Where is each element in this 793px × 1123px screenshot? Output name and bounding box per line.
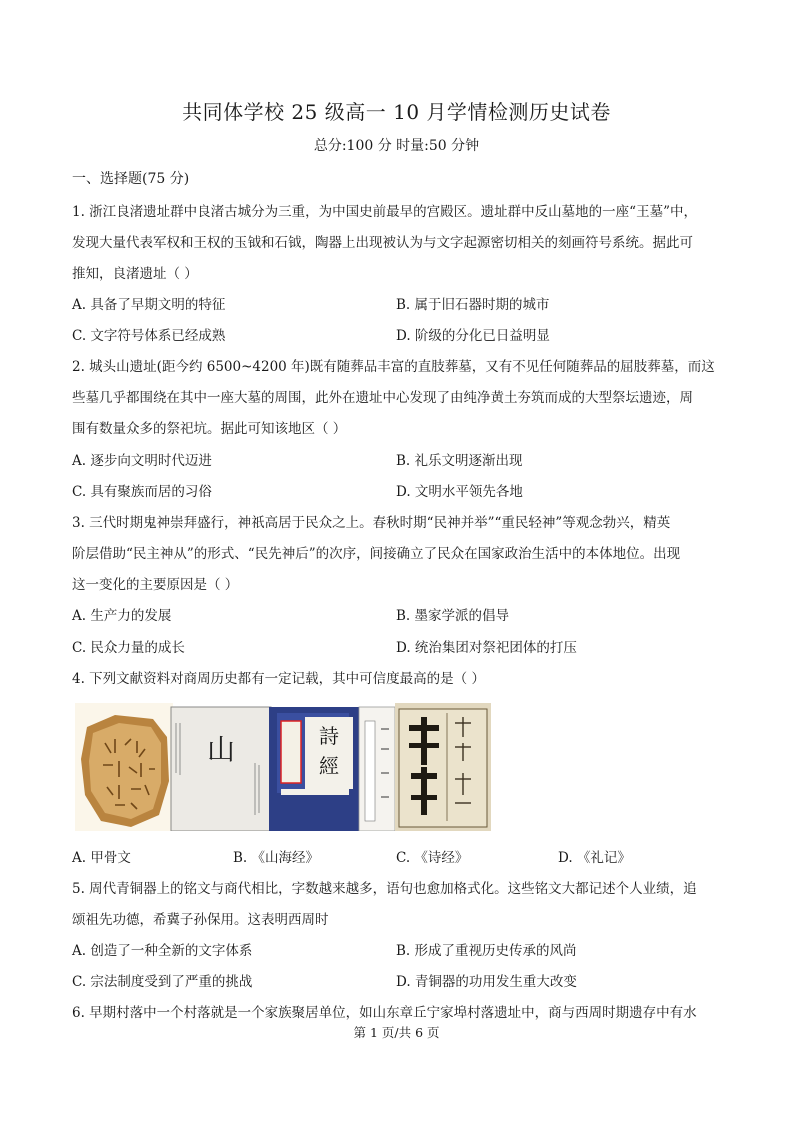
q2-line-1: 2. 城头山遗址(距今约 6500~4200 年)既有随葬品丰富的直肢葬墓，又有不见任何随葬品的屈肢葬墓，而这 [72, 359, 715, 375]
q3-line-1: 3. 三代时期鬼神崇拜盛行，神祇高居于民众之上。春秋时期“民神并举”“重民轻神”等观念勃兴，精英 [72, 515, 671, 531]
q2-option-b: B. 礼乐文明逐渐出现 [396, 453, 523, 469]
li-ji-book-image [395, 703, 491, 831]
q1-option-c: C. 文字符号体系已经成熟 [72, 328, 226, 344]
q2-line-3: 围有数量众多的祭祀坑。据此可知该地区（ ） [72, 421, 347, 437]
q1-option-b: B. 属于旧石器时期的城市 [396, 297, 550, 313]
q1-line-2: 发现大量代表军权和王权的玉钺和石钺，陶器上出现被认为与文字起源密切相关的刻画符号系统。据此可 [72, 235, 693, 251]
q2-option-a: A. 逐步向文明时代迈进 [72, 453, 212, 469]
q4-option-c: C. 《诗经》 [396, 850, 469, 866]
q4-option-b: B. 《山海经》 [233, 850, 320, 866]
q4-option-d: D. 《礼记》 [558, 850, 631, 866]
q6-line-1: 6. 早期村落中一个村落就是一个家族聚居单位，如山东章丘宁家埠村落遗址中，商与西周时期遗存中有水 [72, 1005, 697, 1021]
q5-line-2: 颂祖先功德，希冀子孙保用。这表明西周时 [72, 912, 329, 928]
page-footer: 第 1 页/共 6 页 [353, 1025, 440, 1040]
q3-option-a: A. 生产力的发展 [72, 608, 172, 624]
q3-line-3: 这一变化的主要原因是（ ） [72, 577, 239, 593]
q3-option-d: D. 统治集团对祭祀团体的打压 [396, 640, 577, 656]
q2-option-c: C. 具有聚族而居的习俗 [72, 484, 212, 500]
q1-line-1: 1. 浙江良渚遗址群中良渚古城分为三重，为中国史前最早的宫殿区。遗址群中反山墓地的一座“王墓”中， [72, 204, 697, 220]
shan-hai-jing-book-image [171, 707, 271, 831]
q1-line-3: 推知，良渚遗址（ ） [72, 266, 198, 282]
han-zheng-book-image [359, 707, 395, 831]
q3-line-2: 阶层借助“民主神从”的形式、“民先神后”的次序，间接确立了民众在国家政治生活中的本体地位。出现 [72, 546, 681, 562]
shi-jing-book-image [269, 707, 359, 831]
q4-option-a: A. 甲骨文 [72, 850, 131, 866]
q4-image-strip [75, 703, 491, 831]
shan-hai-character-1: 山 [206, 733, 236, 766]
q1-option-a: A. 具备了早期文明的特征 [72, 297, 226, 313]
q2-line-2: 些墓几乎都围绕在其中一座大墓的周围，此外在遗址中心发现了由纯净黄土夯筑而成的大型祭坛遗迹，周 [72, 390, 693, 406]
exam-subtitle: 总分:100 分 时量:50 分钟 [313, 138, 480, 154]
q5-option-c: C. 宗法制度受到了严重的挑战 [72, 974, 253, 990]
exam-title: 共同体学校 25 级高一 10 月学情检测历史试卷 [182, 100, 611, 124]
jing-character: 經 [319, 754, 339, 778]
oracle-bone-image [75, 703, 173, 831]
q5-option-d: D. 青铜器的功用发生重大改变 [396, 974, 577, 990]
q5-option-b: B. 形成了重视历史传承的风尚 [396, 943, 577, 959]
q3-option-b: B. 墨家学派的倡导 [396, 608, 510, 624]
q5-option-a: A. 创造了一种全新的文字体系 [72, 943, 253, 959]
q2-option-d: D. 文明水平领先各地 [396, 484, 523, 500]
q4-line-1: 4. 下列文献资料对商周历史都有一定记载，其中可信度最高的是（ ） [72, 671, 485, 687]
q1-option-d: D. 阶级的分化已日益明显 [396, 328, 550, 344]
section-heading: 一、选择题(75 分) [72, 171, 190, 187]
q3-option-c: C. 民众力量的成长 [72, 640, 185, 656]
q5-line-1: 5. 周代青铜器上的铭文与商代相比，字数越来越多，语句也愈加格式化。这些铭文大都记述个人业绩，追 [72, 881, 697, 897]
shi-character: 詩 [319, 724, 339, 748]
